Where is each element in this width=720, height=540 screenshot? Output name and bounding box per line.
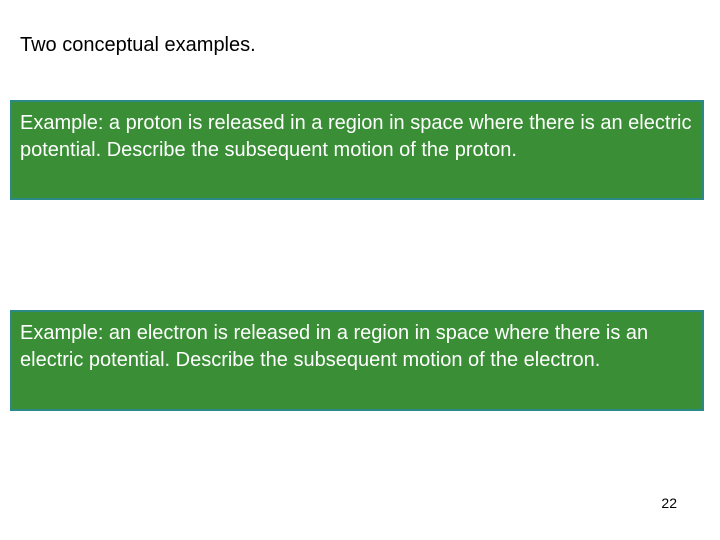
electron-example-box (10, 310, 704, 411)
electron-example-text: Example: an electron is released in a region in space where there is an electric potential. Describe the subsequent motion of the electron. (20, 322, 649, 371)
proton-example-text: Example: a proton is released in a region in space where there is an electric potential. Describe the subsequent motion of the proton. (20, 112, 692, 161)
slide-title: Two conceptual examples. (20, 34, 256, 56)
slide-number: 22 (661, 495, 677, 511)
proton-example-box (10, 100, 704, 200)
